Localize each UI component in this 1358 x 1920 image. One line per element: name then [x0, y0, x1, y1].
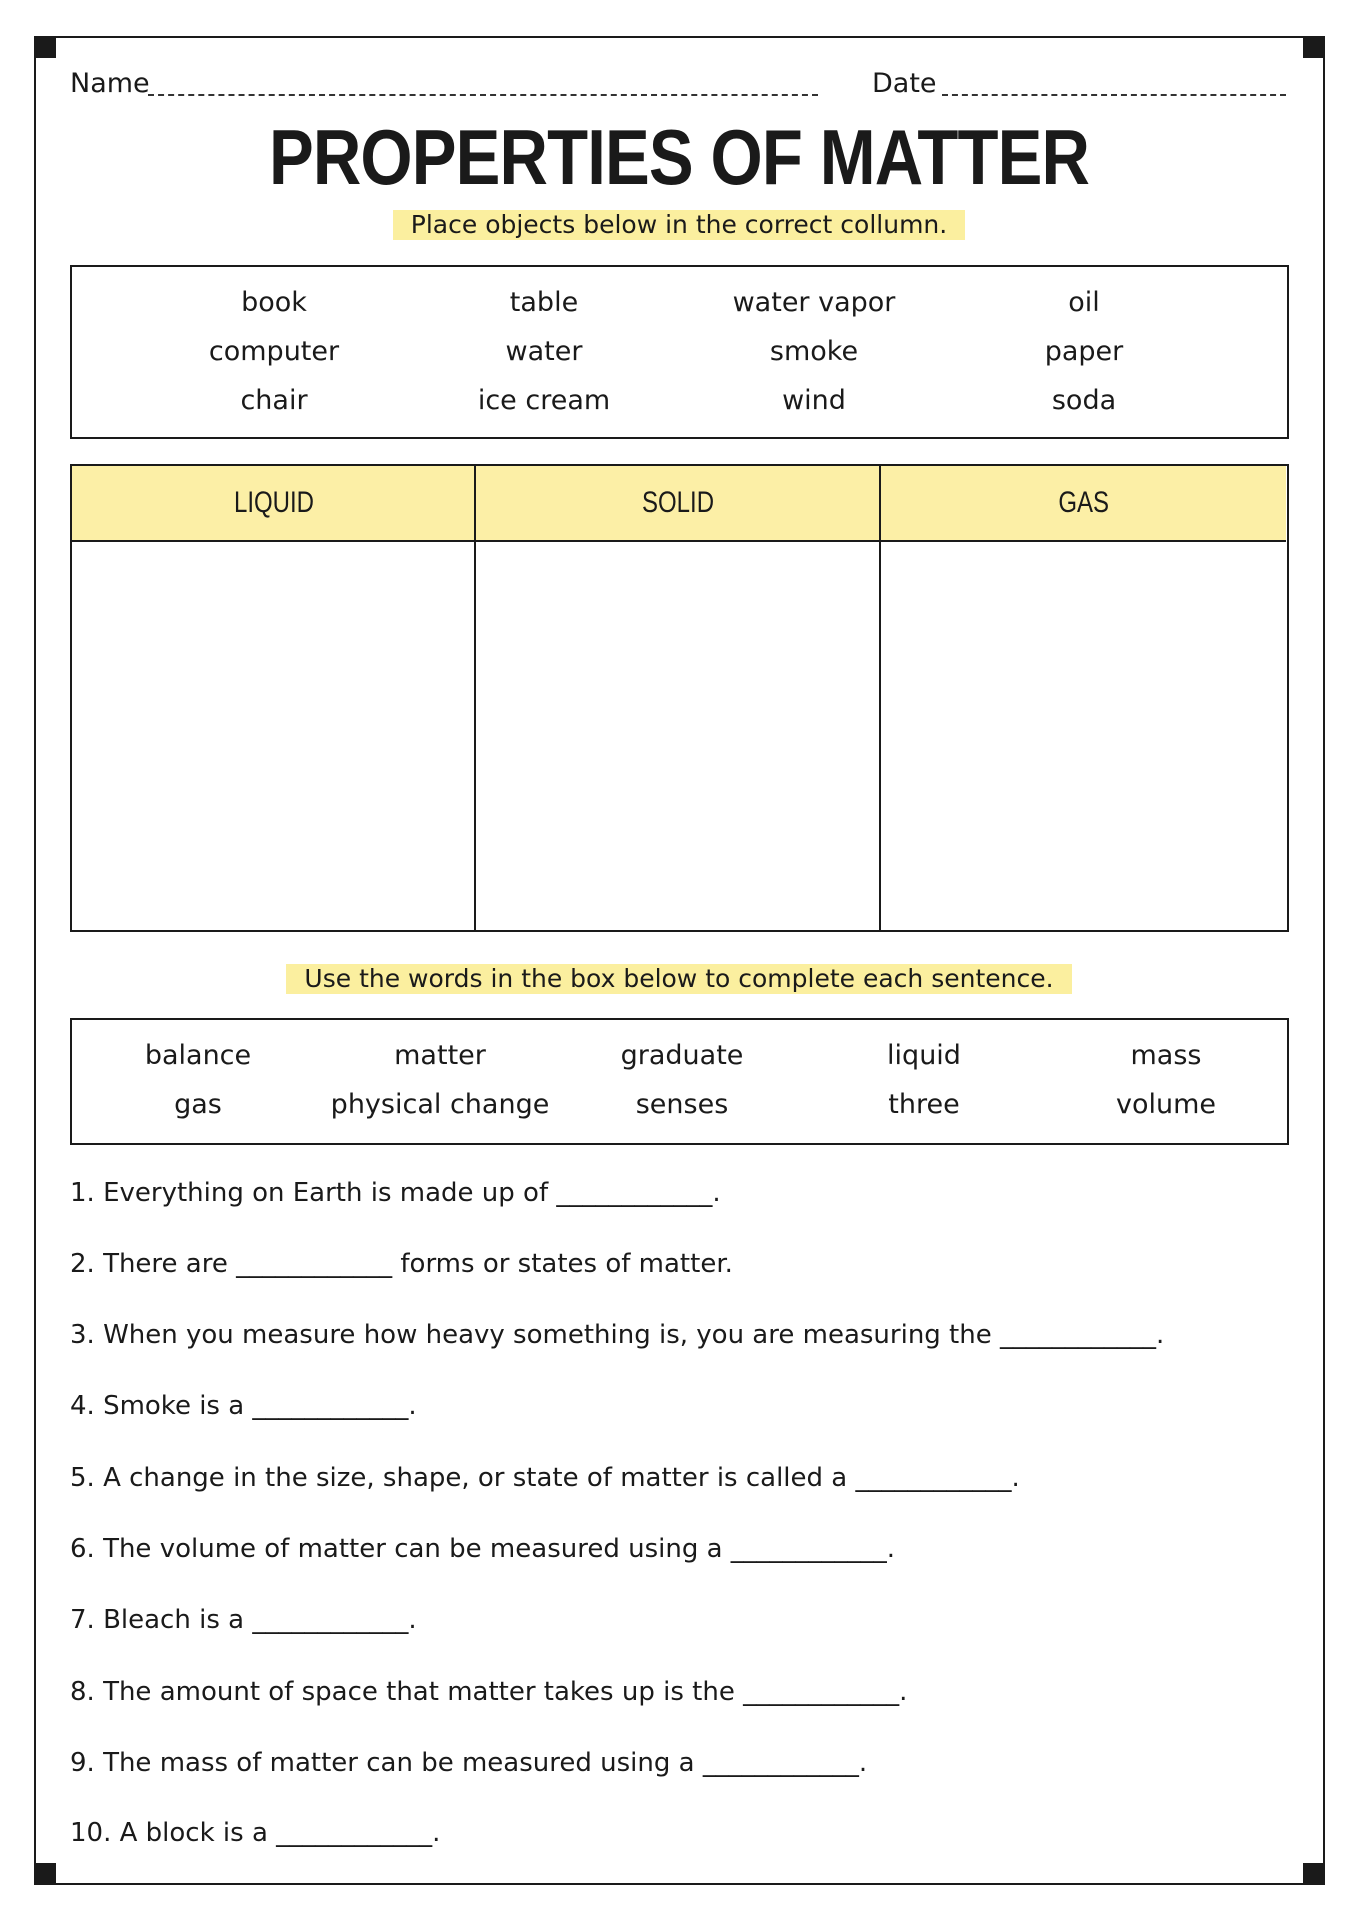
sentence-9[interactable]: 9. The mass of matter can be measured using a ____________. — [70, 1748, 868, 1778]
bank-word: senses — [635, 1089, 729, 1120]
sentence-4[interactable]: 4. Smoke is a ____________. — [70, 1391, 417, 1421]
date-field[interactable] — [942, 94, 1286, 96]
page-title: PROPERTIES OF MATTER — [268, 113, 1090, 201]
bank-word: balance — [144, 1040, 252, 1071]
instruction-row — [0, 210, 1358, 240]
object-box — [70, 265, 1289, 439]
bank-word: three — [888, 1089, 960, 1120]
object-word: smoke — [769, 336, 859, 367]
bank-word: graduate — [620, 1040, 744, 1071]
corner-mark — [34, 36, 56, 58]
column-header-liquid — [72, 466, 476, 542]
sentence-10[interactable]: 10. A block is a ____________. — [70, 1818, 441, 1848]
object-word: paper — [1044, 336, 1124, 367]
object-word: table — [509, 287, 579, 318]
instruction-complete: Use the words in the box below to complete each sentence. — [286, 964, 1071, 994]
column-header-solid — [476, 466, 881, 542]
object-word: wind — [782, 385, 846, 416]
object-word: water vapor — [732, 287, 896, 318]
name-label: Name — [70, 68, 150, 99]
answer-cell-gas[interactable] — [882, 542, 1286, 930]
object-word: book — [241, 287, 307, 318]
sentence-3[interactable]: 3. When you measure how heavy something is, you are measuring the ____________. — [70, 1320, 1165, 1350]
sentence-7[interactable]: 7. Bleach is a ____________. — [70, 1605, 417, 1635]
instruction-sort: Place objects below in the correct collumn. — [393, 210, 965, 240]
object-word: computer — [208, 336, 340, 367]
bank-word: matter — [394, 1040, 486, 1071]
corner-mark — [1303, 1863, 1325, 1885]
answer-cell-solid[interactable] — [477, 542, 879, 930]
sentence-1[interactable]: 1. Everything on Earth is made up of ____________. — [70, 1178, 721, 1208]
sentence-5[interactable]: 5. A change in the size, shape, or state of matter is called a ____________. — [70, 1463, 1020, 1493]
answer-cell-liquid[interactable] — [72, 542, 474, 930]
column-header-label: SOLID — [642, 486, 715, 519]
column-header-label: GAS — [1058, 486, 1109, 519]
sentence-8[interactable]: 8. The amount of space that matter takes up is the ____________. — [70, 1677, 908, 1707]
object-word: water — [505, 336, 583, 367]
date-label: Date — [872, 68, 937, 99]
object-word: chair — [240, 385, 308, 416]
word-bank — [70, 1018, 1289, 1145]
bank-word: physical change — [330, 1089, 550, 1120]
sentence-2[interactable]: 2. There are ____________ forms or states of matter. — [70, 1249, 733, 1279]
object-word: oil — [1068, 287, 1100, 318]
name-field[interactable] — [148, 94, 818, 96]
sentence-6[interactable]: 6. The volume of matter can be measured using a ____________. — [70, 1534, 896, 1564]
column-header-label: LIQUID — [233, 486, 315, 519]
sorting-table — [70, 464, 1289, 932]
bank-word: gas — [174, 1089, 222, 1120]
bank-word: mass — [1130, 1040, 1202, 1071]
object-word: soda — [1051, 385, 1117, 416]
corner-mark — [34, 1863, 56, 1885]
column-divider — [879, 466, 881, 930]
column-header-gas — [881, 466, 1286, 542]
corner-mark — [1303, 36, 1325, 58]
bank-word: liquid — [887, 1040, 961, 1071]
object-word: ice cream — [477, 385, 611, 416]
column-divider — [474, 466, 476, 930]
instruction-row — [0, 964, 1358, 994]
bank-word: volume — [1115, 1089, 1217, 1120]
